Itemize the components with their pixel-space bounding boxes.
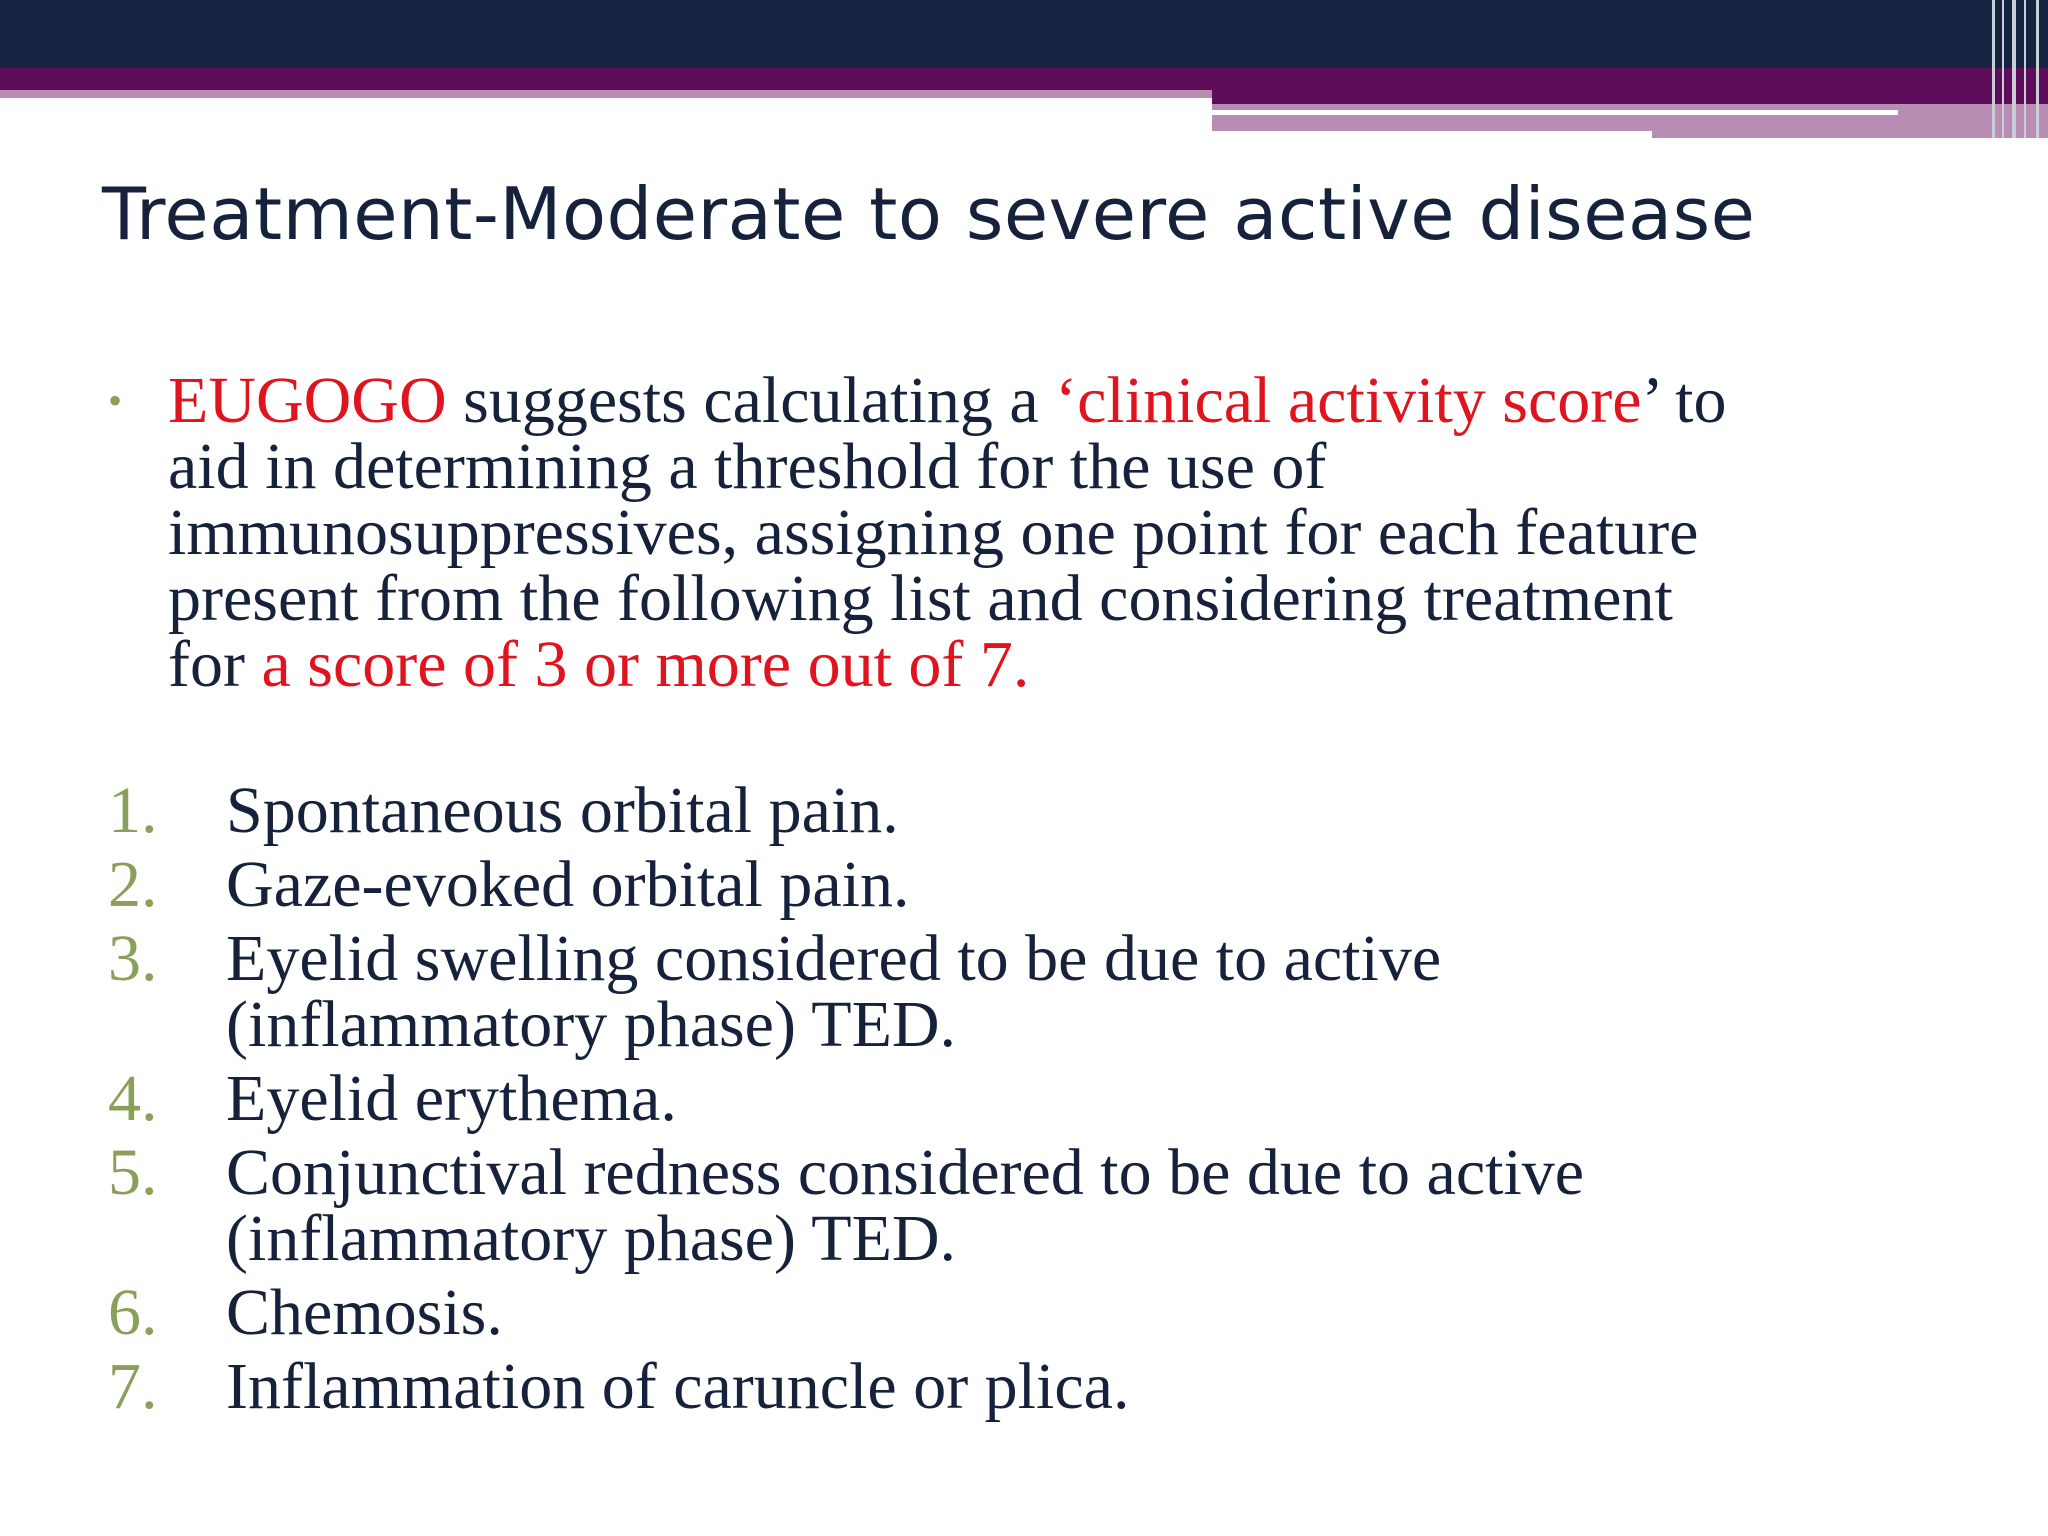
list-item-text: Spontaneous orbital pain.	[226, 774, 899, 847]
bullet-line-4: present from the following list and considering treatment	[168, 562, 1673, 635]
list-number: 5.	[108, 1136, 158, 1209]
list-item	[108, 1350, 1988, 1423]
list-item	[108, 1062, 1988, 1135]
header-edge-lines	[1986, 0, 2048, 138]
list-item	[108, 774, 1988, 847]
bullet-dot-icon: •	[108, 378, 123, 423]
header-white-step	[1212, 131, 1652, 138]
criteria-list	[108, 774, 1988, 1428]
list-number: 1.	[108, 774, 158, 847]
bullet-paragraph	[108, 364, 1928, 701]
list-item	[108, 1276, 1988, 1349]
list-number: 7.	[108, 1350, 158, 1423]
header-white-line	[1212, 110, 1898, 115]
slide-title: Treatment-Moderate to severe active disease	[102, 172, 1756, 256]
list-item-text: Conjunctival redness considered to be due to active	[226, 1136, 1585, 1209]
emphasis-eugogo: EUGOGO	[168, 364, 447, 437]
list-number: 3.	[108, 922, 158, 995]
list-number: 2.	[108, 848, 158, 921]
list-item	[108, 848, 1988, 921]
list-item-text: Inflammation of caruncle or plica.	[226, 1350, 1130, 1423]
list-item-text: Gaze-evoked orbital pain.	[226, 848, 910, 921]
list-item	[108, 1136, 1988, 1275]
list-item-text: Eyelid swelling considered to be due to active	[226, 922, 1442, 995]
header-purple-bar-right	[1212, 90, 2048, 104]
list-item-text: Chemosis.	[226, 1276, 503, 1349]
bullet-line-5	[168, 628, 1928, 701]
list-number: 4.	[108, 1062, 158, 1135]
bullet-text: suggests calculating a	[446, 364, 1056, 437]
header-lilac-bar-left	[0, 90, 1212, 98]
bullet-line-3: immunosuppressives, assigning one point for each feature	[168, 496, 1699, 569]
list-item	[108, 922, 1988, 1061]
list-item-text: (inflammatory phase) TED.	[226, 988, 957, 1061]
list-item-text: (inflammatory phase) TED.	[226, 1202, 957, 1275]
header-navy-bar	[0, 0, 2048, 68]
bullet-line-2: aid in determining a threshold for the use of	[168, 430, 1327, 503]
header-purple-bar	[0, 68, 2048, 90]
bullet-text: ’ to	[1641, 364, 1727, 437]
list-number: 6.	[108, 1276, 158, 1349]
emphasis-clinical-activity-score: ‘clinical activity score	[1055, 364, 1642, 437]
bullet-text: for	[168, 628, 262, 701]
emphasis-score-threshold: a score of 3 or more out of 7.	[261, 628, 1030, 701]
list-item-text: Eyelid erythema.	[226, 1062, 677, 1135]
bullet-line-1	[168, 364, 1928, 437]
